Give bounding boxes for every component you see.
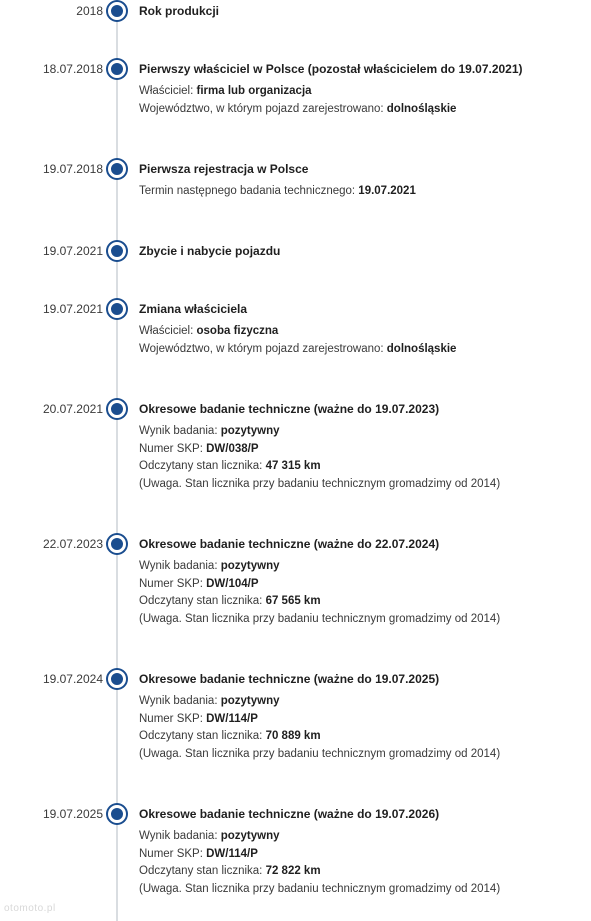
detail-label: Numer SKP: — [139, 712, 207, 725]
detail-label: Wynik badania: — [139, 830, 221, 842]
detail-label: Odczytany stan licznika: — [139, 595, 266, 607]
event-body — [139, 243, 584, 259]
detail-label: Odczytany stan licznika: — [139, 865, 266, 877]
timeline-dot-icon — [108, 535, 126, 553]
detail-label: Właściciel: — [139, 325, 197, 337]
detail-line — [139, 323, 584, 341]
timeline-dot-icon — [108, 670, 126, 688]
detail-line — [139, 576, 584, 594]
detail-note: (Uwaga. Stan licznika przy badaniu technicznym gromadzimy od 2014) — [139, 477, 501, 490]
detail-line — [139, 423, 584, 441]
detail-value: pozytywny — [220, 695, 280, 707]
detail-value: pozytywny — [220, 425, 280, 437]
event-title: Zmiana właściciela — [139, 302, 248, 316]
detail-line — [139, 341, 584, 359]
detail-line — [139, 881, 584, 899]
event-date: 20.07.2021 — [42, 402, 103, 416]
detail-line — [139, 183, 584, 201]
detail-value: pozytywny — [220, 560, 280, 572]
detail-note: (Uwaga. Stan licznika przy badaniu technicznym gromadzimy od 2014) — [139, 882, 501, 895]
event-details — [139, 693, 584, 763]
detail-value: dolnośląskie — [386, 342, 457, 355]
event-body — [139, 671, 584, 763]
detail-label: Numer SKP: — [139, 577, 207, 590]
event-title: Okresowe badanie techniczne (ważne do 19.07.2025) — [139, 672, 440, 686]
event-body — [139, 61, 584, 118]
detail-line — [139, 476, 584, 494]
event-date: 2018 — [76, 4, 103, 18]
event-body — [139, 401, 584, 493]
event-title: Okresowe badanie techniczne (ważne do 19.07.2026) — [139, 807, 440, 821]
timeline-dot-icon — [108, 242, 126, 260]
detail-label: Numer SKP: — [139, 442, 207, 455]
event-title: Okresowe badanie techniczne (ważne do 19.07.2023) — [139, 402, 440, 416]
detail-value: 72 822 km — [265, 865, 321, 877]
detail-label: Województwo, w którym pojazd zarejestrowano: — [139, 342, 387, 355]
detail-value: 70 889 km — [265, 730, 321, 742]
event-details — [139, 323, 584, 358]
event-date: 19.07.2018 — [42, 162, 103, 176]
detail-label: Odczytany stan licznika: — [139, 730, 266, 742]
detail-label: Wynik badania: — [139, 560, 221, 572]
detail-label: Numer SKP: — [139, 847, 207, 860]
detail-line — [139, 611, 584, 629]
detail-label: Odczytany stan licznika: — [139, 460, 266, 472]
event-body — [139, 3, 584, 19]
timeline-dot-icon — [108, 805, 126, 823]
detail-line — [139, 863, 584, 881]
detail-line — [139, 728, 584, 746]
event-title: Okresowe badanie techniczne (ważne do 22.07.2024) — [139, 537, 440, 551]
timeline-dot-icon — [108, 300, 126, 318]
event-title: Pierwsza rejestracja w Polsce — [139, 162, 309, 176]
detail-line — [139, 441, 584, 459]
detail-value: pozytywny — [220, 830, 280, 842]
detail-line — [139, 101, 584, 119]
detail-line — [139, 746, 584, 764]
timeline-dot-icon — [108, 60, 126, 78]
detail-note: (Uwaga. Stan licznika przy badaniu technicznym gromadzimy od 2014) — [139, 612, 501, 625]
detail-value: DW/038/P — [206, 442, 259, 455]
detail-value: DW/114/P — [206, 847, 258, 860]
timeline-dot-icon — [108, 2, 126, 20]
event-title: Rok produkcji — [139, 4, 220, 18]
event-details — [139, 183, 584, 201]
detail-label: Termin następnego badania technicznego: — [139, 185, 359, 197]
event-title: Pierwszy właściciel w Polsce (pozostał właścicielem do 19.07.2021) — [139, 62, 523, 76]
event-body — [139, 536, 584, 628]
event-date: 19.07.2025 — [42, 807, 103, 821]
detail-label: Właściciel: — [139, 85, 197, 97]
event-date: 19.07.2021 — [42, 302, 103, 316]
timeline-dot-icon — [108, 400, 126, 418]
detail-line — [139, 558, 584, 576]
detail-label: Województwo, w którym pojazd zarejestrowano: — [139, 102, 387, 115]
event-date: 19.07.2024 — [42, 672, 103, 686]
watermark: otomoto.pl — [4, 903, 56, 914]
detail-value: 47 315 km — [265, 460, 321, 472]
event-body — [139, 301, 584, 358]
detail-line — [139, 828, 584, 846]
detail-line — [139, 711, 584, 729]
event-details — [139, 828, 584, 898]
event-date: 22.07.2023 — [42, 537, 103, 551]
detail-value: dolnośląskie — [386, 102, 457, 115]
detail-value: osoba fizyczna — [196, 325, 279, 337]
detail-value: 19.07.2021 — [358, 185, 416, 197]
detail-value: 67 565 km — [265, 595, 321, 607]
detail-line — [139, 593, 584, 611]
detail-label: Wynik badania: — [139, 425, 221, 437]
detail-value: DW/104/P — [206, 577, 259, 590]
event-date: 18.07.2018 — [42, 62, 103, 76]
event-details — [139, 83, 584, 118]
event-title: Zbycie i nabycie pojazdu — [139, 244, 281, 258]
timeline-dot-icon — [108, 160, 126, 178]
timeline-axis — [116, 0, 118, 921]
detail-line — [139, 693, 584, 711]
event-body — [139, 806, 584, 898]
event-body — [139, 161, 584, 201]
detail-line — [139, 846, 584, 864]
event-details — [139, 423, 584, 493]
detail-note: (Uwaga. Stan licznika przy badaniu technicznym gromadzimy od 2014) — [139, 747, 501, 760]
detail-value: DW/114/P — [206, 712, 258, 725]
detail-line — [139, 83, 584, 101]
detail-label: Wynik badania: — [139, 695, 221, 707]
event-details — [139, 558, 584, 628]
event-date: 19.07.2021 — [42, 244, 103, 258]
detail-line — [139, 458, 584, 476]
detail-value: firma lub organizacja — [196, 85, 312, 97]
